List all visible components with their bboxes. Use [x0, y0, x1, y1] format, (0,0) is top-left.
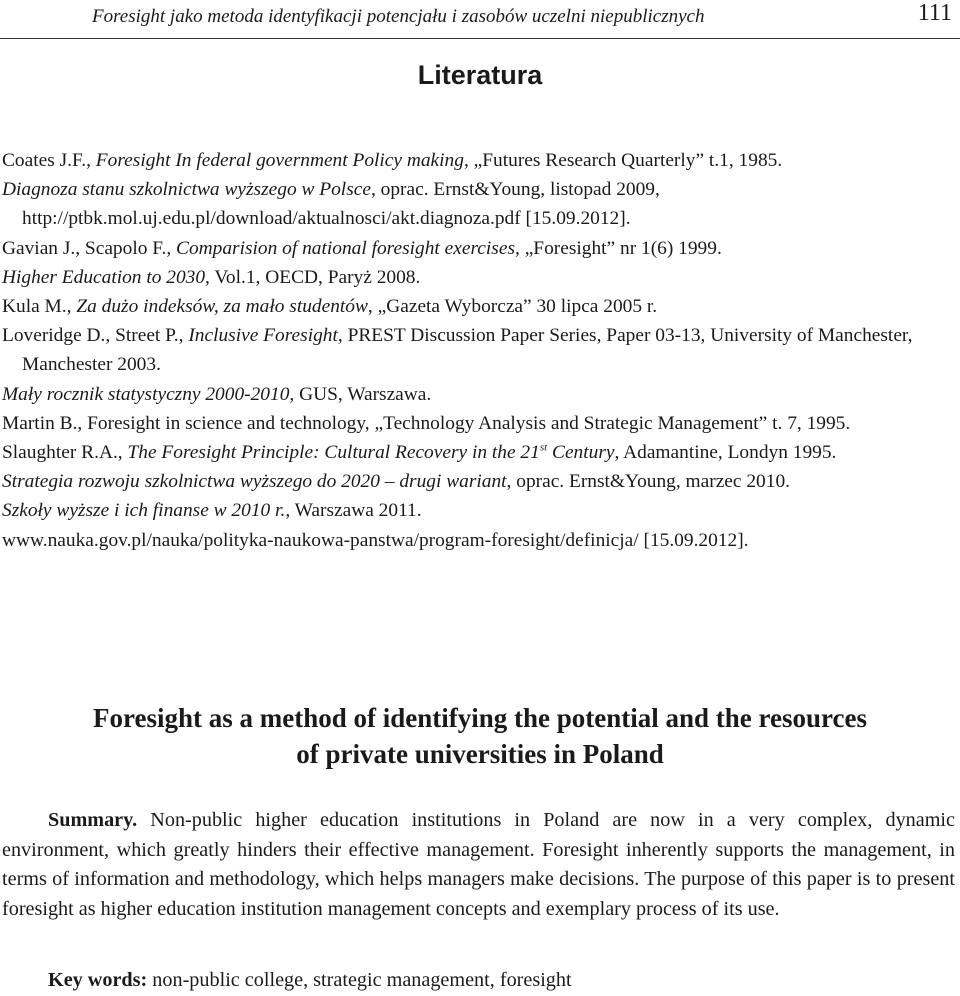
reference-title: Inclusive Foresight [188, 325, 338, 347]
reference-text: Slaughter R.A., [2, 442, 128, 464]
reference-text: Martin B., Foresight in science and technology, „Technology Analysis and Strategic Management” t. 7, 1995. [2, 412, 851, 434]
reference-item [2, 292, 955, 321]
header-divider [0, 38, 960, 39]
reference-text: , oprac. Ernst&Young, listopad 2009, http://ptbk.mol.uj.edu.pl/download/aktualnosci/akt.diagnoza.pdf [15.09.2012]. [22, 179, 660, 230]
keywords-line [48, 968, 948, 992]
reference-title: Diagnoza stanu szkolnictwa wyższego w Polsce [2, 179, 371, 201]
literature-heading: Literatura [417, 60, 543, 90]
english-title [0, 700, 960, 772]
reference-text: , oprac. Ernst&Young, marzec 2010. [506, 471, 790, 493]
reference-title: Foresight In federal government Policy making [95, 150, 464, 171]
reference-item [2, 438, 955, 467]
keywords-label: Key words: [48, 969, 148, 991]
reference-title: Strategia rozwoju szkolnictwa wyższego do 2020 – drugi wariant [2, 471, 507, 493]
reference-title: Mały rocznik statystyczny 2000-2010 [2, 383, 290, 405]
reference-list [2, 146, 955, 555]
reference-item [2, 526, 955, 555]
reference-title: Za dużo indeksów, za mało studentów [76, 296, 368, 318]
reference-text: , GUS, Warszawa. [289, 383, 432, 405]
reference-title: Szkoły wyższe i ich finanse w 2010 r. [2, 500, 286, 522]
summary-paragraph [2, 806, 955, 924]
reference-text: www.nauka.gov.pl/nauka/polityka-naukowa-panstwa/program-foresight/definicja/ [15.09.2012]. [2, 529, 749, 551]
reference-text: , Vol.1, OECD, Paryż 2008. [205, 266, 421, 288]
english-title-line-1: Foresight as a method of identifying the potential and the resources [93, 703, 867, 733]
reference-item [2, 496, 955, 525]
reference-text: , Warszawa 2011. [285, 500, 422, 522]
reference-text: , PREST Discussion Paper Series, Paper 03-13, University of Manchester, Manchester 2003. [22, 325, 913, 376]
superscript: st [539, 441, 548, 454]
reference-text: Kula M., [2, 296, 77, 318]
keywords-text: non-public college, strategic management, foresight [147, 969, 572, 991]
reference-item [2, 234, 955, 263]
reference-item [2, 321, 955, 379]
reference-text: , „Foresight” nr 1(6) 1999. [515, 237, 722, 259]
reference-item [2, 467, 955, 496]
reference-text: , „Gazeta Wyborcza” 30 lipca 2005 r. [367, 296, 658, 318]
reference-text: Loveridge D., Street P., [2, 325, 189, 347]
english-title-line-2: of private universities in Poland [296, 739, 664, 769]
reference-title: The Foresight Principle: Cultural Recovery in the 21 [127, 442, 540, 464]
summary-label: Summary. [48, 809, 138, 831]
running-header [0, 0, 960, 40]
reference-text: , „Futures Research Quarterly” t.1, 1985. [463, 150, 783, 171]
reference-title: Comparision of national foresight exercises [176, 237, 515, 259]
reference-item [2, 409, 955, 438]
reference-item [2, 175, 955, 233]
reference-text: Gavian J., Scapolo F., [2, 237, 177, 259]
running-title: Foresight jako metoda identyfikacji potencjału i zasobów uczelni niepublicznych [92, 6, 705, 27]
reference-item [2, 380, 955, 409]
reference-text: , Adamantine, Londyn 1995. [614, 442, 837, 464]
reference-item [2, 263, 955, 292]
reference-title: Century [547, 442, 615, 464]
reference-text: Coates J.F., [2, 150, 96, 171]
summary-text: Non-public higher education institutions in Poland are now in a very complex, dynamic environment, which greatly hinders their effective management. Foresight inherently supports the management, in terms of information and methodology, which helps managers make decisions. The purpose of this paper is to present foresight as higher education institution management concepts and exemplary process of its use. [2, 809, 955, 920]
reference-item [2, 146, 955, 175]
page-number: 111 [917, 0, 952, 26]
reference-title: Higher Education to 2030 [2, 266, 206, 288]
